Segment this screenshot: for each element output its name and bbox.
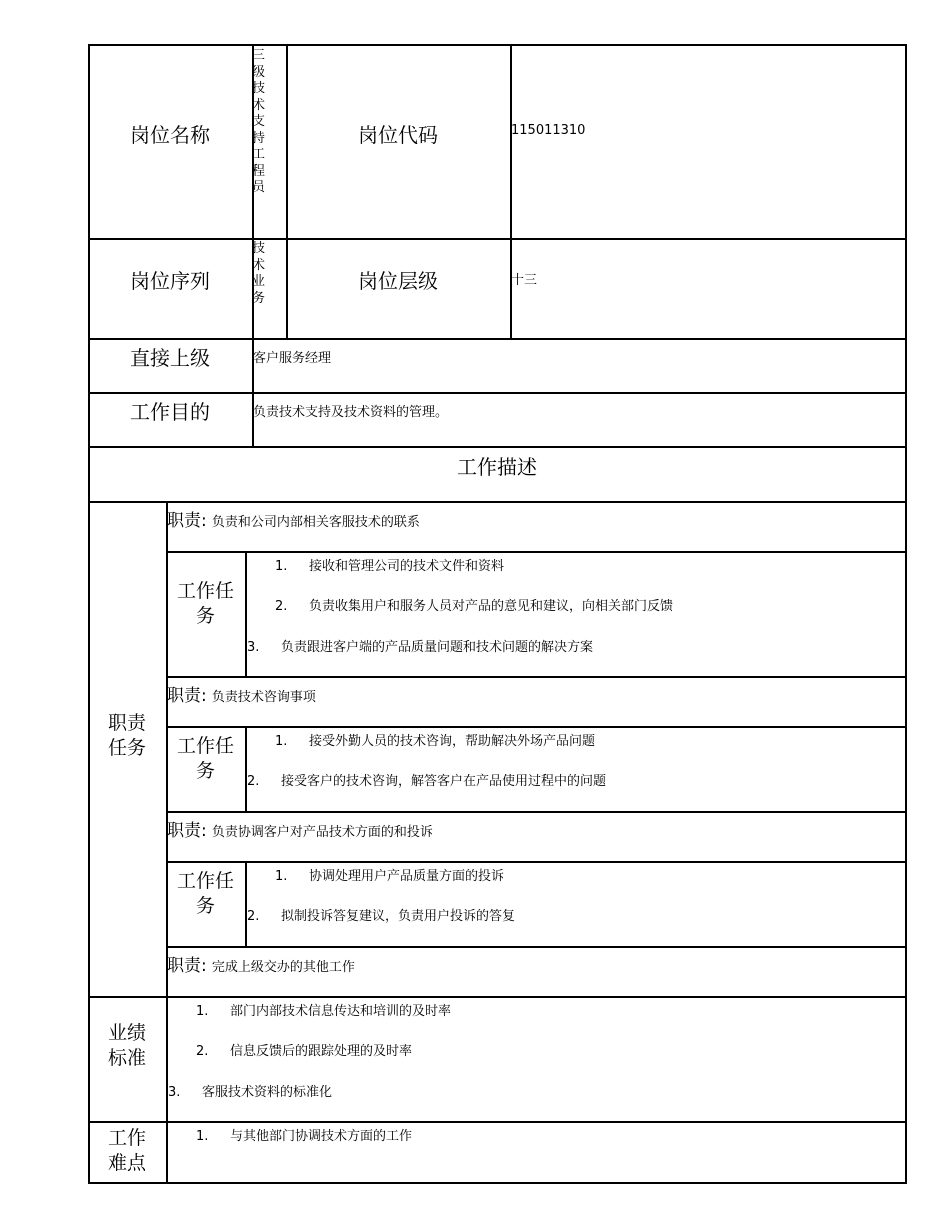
duty-text: 完成上级交办的其他工作 xyxy=(211,960,355,975)
duty-text: 负责技术咨询事项 xyxy=(211,690,316,705)
duty-4 xyxy=(167,951,355,976)
post-series-value: 技术业务 xyxy=(252,241,266,306)
task-text: 拟制投诉答复建议，负责用户投诉的答复 xyxy=(281,909,516,924)
task-label xyxy=(166,579,245,629)
task-text: 负责收集用户和服务人员对产品的意见和建议，向相关部门反馈 xyxy=(309,599,674,614)
item-text: 客服技术资料的标准化 xyxy=(202,1085,333,1100)
table-border xyxy=(510,44,512,339)
table-border xyxy=(166,861,906,863)
task-item xyxy=(275,595,673,614)
duty-3 xyxy=(167,816,433,841)
difficulty-label xyxy=(88,1126,166,1176)
purpose-value: 负责技术支持及技术资料的管理。 xyxy=(253,405,449,420)
item-text: 与其他部门协调技术方面的工作 xyxy=(230,1129,413,1144)
performance-label xyxy=(88,1021,166,1071)
task-item xyxy=(247,905,515,924)
table-border xyxy=(88,238,906,240)
table-border xyxy=(88,338,906,340)
table-border xyxy=(905,44,907,1184)
task-number: 2. xyxy=(275,599,288,614)
table-border xyxy=(166,551,906,553)
table-border xyxy=(88,1121,906,1123)
duty-text: 负责协调客户对产品技术方面的和投诉 xyxy=(211,825,433,840)
superior-value: 客户服务经理 xyxy=(253,351,332,366)
post-name-value: 三级技术支持工程员 xyxy=(252,48,266,195)
task-item xyxy=(275,555,504,574)
table-border xyxy=(166,811,906,813)
duty-text: 负责和公司内部相关客服技术的联系 xyxy=(211,515,420,530)
difficulty-label-text: 工作难点 xyxy=(107,1127,146,1174)
table-border xyxy=(88,501,906,503)
table-border xyxy=(245,551,247,677)
purpose-label: 工作目的 xyxy=(130,400,210,424)
table-border xyxy=(166,946,906,948)
table-border xyxy=(286,44,288,339)
task-text: 接收和管理公司的技术文件和资料 xyxy=(309,559,505,574)
item-number: 1. xyxy=(196,1129,209,1144)
task-text: 接受客户的技术咨询，解答客户在产品使用过程中的问题 xyxy=(281,774,607,789)
table-border xyxy=(88,392,906,394)
item-text: 部门内部技术信息传达和培训的及时率 xyxy=(230,1004,452,1019)
performance-label-text: 业绩标准 xyxy=(107,1022,146,1069)
duty-prefix: 职责: xyxy=(167,686,207,706)
table-border xyxy=(88,996,906,998)
post-code-value: 115011310 xyxy=(511,123,586,138)
post-level-label: 岗位层级 xyxy=(358,269,438,293)
task-text: 接受外勤人员的技术咨询，帮助解决外场产品问题 xyxy=(309,734,596,749)
duty-prefix: 职责: xyxy=(167,956,207,976)
post-name-label: 岗位名称 xyxy=(130,123,210,147)
performance-item xyxy=(168,1081,332,1100)
difficulty-item xyxy=(196,1125,412,1144)
description-title: 工作描述 xyxy=(457,455,537,479)
task-number: 2. xyxy=(247,909,260,924)
task-item xyxy=(247,770,606,789)
table-border xyxy=(88,44,906,46)
task-text: 负责跟进客户端的产品质量问题和技术问题的解决方案 xyxy=(281,640,594,655)
item-number: 1. xyxy=(196,1004,209,1019)
task-item xyxy=(275,730,595,749)
table-border xyxy=(88,44,90,1184)
item-number: 2. xyxy=(196,1044,209,1059)
table-border xyxy=(166,676,906,678)
post-level-value: 十三 xyxy=(511,273,538,288)
task-number: 1. xyxy=(275,559,288,574)
item-number: 3. xyxy=(168,1085,181,1100)
duties-section-label-text: 职责任务 xyxy=(107,712,146,759)
item-text: 信息反馈后的跟踪处理的及时率 xyxy=(230,1044,413,1059)
post-code-label: 岗位代码 xyxy=(358,123,438,147)
duties-section-label xyxy=(88,711,166,761)
post-series-label: 岗位序列 xyxy=(130,269,210,293)
task-number: 1. xyxy=(275,869,288,884)
table-border xyxy=(166,726,906,728)
task-number: 2. xyxy=(247,774,260,789)
duty-prefix: 职责: xyxy=(167,821,207,841)
duty-2 xyxy=(167,681,316,706)
task-item xyxy=(275,865,504,884)
task-item xyxy=(247,636,593,655)
task-label-text: 工作任务 xyxy=(176,870,234,917)
task-label-text: 工作任务 xyxy=(176,580,234,627)
task-number: 1. xyxy=(275,734,288,749)
task-label-text: 工作任务 xyxy=(176,735,234,782)
table-border xyxy=(245,726,247,812)
duty-1 xyxy=(167,506,420,531)
task-number: 3. xyxy=(247,640,260,655)
table-border xyxy=(88,1182,906,1184)
performance-item xyxy=(196,1000,451,1019)
task-text: 协调处理用户产品质量方面的投诉 xyxy=(309,869,505,884)
duty-prefix: 职责: xyxy=(167,511,207,531)
performance-item xyxy=(196,1040,412,1059)
task-label xyxy=(166,734,245,784)
task-label xyxy=(166,869,245,919)
table-border xyxy=(88,446,906,448)
superior-label: 直接上级 xyxy=(130,346,210,370)
table-border xyxy=(245,861,247,947)
